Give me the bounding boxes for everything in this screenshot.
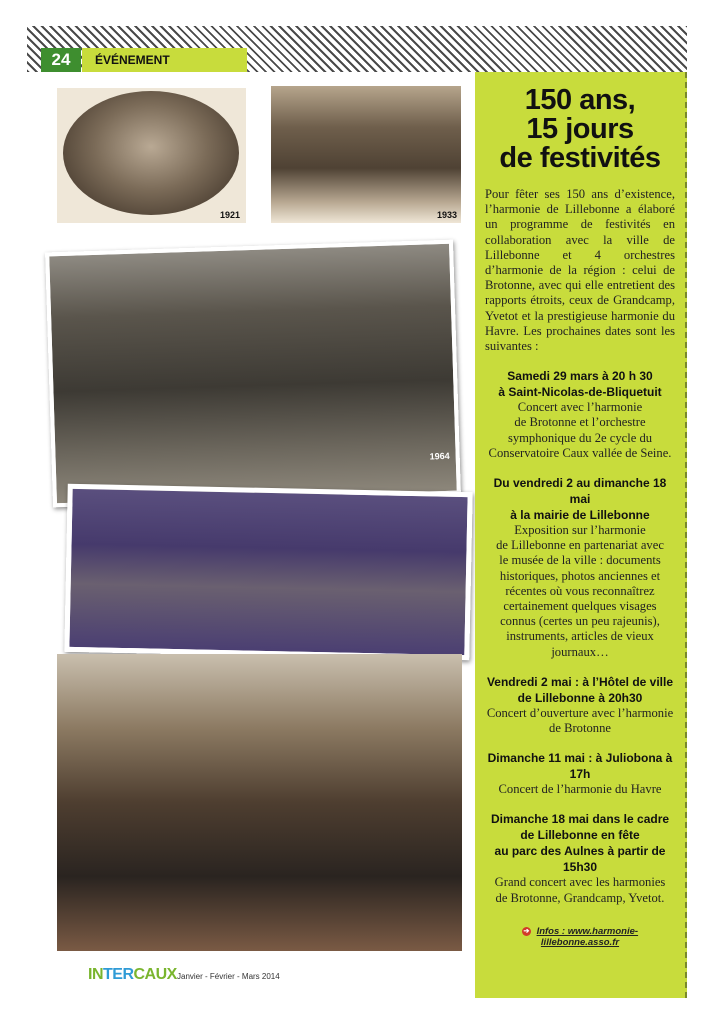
section-label: ÉVÉNEMENT — [82, 48, 247, 72]
intercaux-logo — [88, 966, 177, 984]
event-title-line: Vendredi 2 mai : à l’Hôtel de ville — [486, 674, 674, 689]
event-description-line: de Brotonne, Grandcamp, Yvetot. — [495, 890, 665, 905]
headline — [485, 86, 675, 173]
event-item — [485, 674, 675, 736]
arrow-right-icon: ➔ — [523, 927, 530, 935]
logo-text-part: TER — [103, 966, 134, 983]
event-description-line: instruments, articles de vieux — [506, 629, 654, 644]
photo-1933-band-portrait — [271, 86, 461, 223]
page-number: 24 — [41, 48, 81, 72]
event-description-line: Grand concert avec les harmonies — [494, 875, 666, 890]
event-description-line: certainement quelques visages — [503, 599, 657, 614]
event-item — [485, 475, 675, 660]
event-title-line: de Lillebonne à 20h30 — [517, 690, 643, 705]
event-title-line: de Lillebonne en fête — [520, 828, 640, 843]
headline-line: de festivités — [499, 142, 661, 174]
info-link-row — [485, 926, 675, 948]
intro-paragraph: Pour fêter ses 150 ans d’existence, l’harmonie de Lillebonne a élaboré un programme de festivités en collaboration avec la ville de Lillebonne et 4 orchestres d’harmonie de la région : celui de Brotonne, avec qui elle entretient des rapports étroits, ceux de Grandcamp, Yvetot et la prestigieuse harmonie du Havre. Les prochaines dates sont les suivantes : — [485, 187, 675, 354]
event-item — [485, 811, 675, 905]
logo-text-part: CAUX — [133, 966, 177, 983]
event-title-line: Dimanche 18 mai dans le cadre — [490, 812, 670, 827]
event-title — [485, 750, 675, 782]
festivities-sidebar — [475, 72, 687, 998]
photo-1921-band-portrait — [57, 88, 246, 223]
issue-date: Janvier - Février - Mars 2014 — [177, 972, 280, 981]
event-description-line: Concert avec l’harmonie — [517, 400, 643, 415]
info-link[interactable]: Infos : www.harmonie-lillebonne.asso.fr — [536, 925, 639, 948]
event-title-line: Dimanche 11 mai : à Juliobona à 17h — [487, 751, 673, 782]
event-title — [485, 475, 675, 523]
event-description-line: le musée de la ville : documents — [499, 553, 661, 568]
photo-concert-in-church — [57, 654, 462, 951]
event-title — [485, 368, 675, 400]
photo-year-label: 1964 — [429, 450, 450, 462]
headline-line: 150 ans, — [524, 84, 636, 116]
event-title — [485, 674, 675, 706]
event-title-line: au parc des Aulnes à partir de 15h30 — [494, 844, 666, 875]
event-description — [485, 706, 675, 736]
event-title-line: Du vendredi 2 au dimanche 18 mai — [493, 476, 667, 507]
logo-text-part: IN — [88, 966, 103, 983]
event-description-line: de Brotonne — [549, 721, 611, 736]
event-description-line: Concert de l’harmonie du Havre — [498, 782, 662, 797]
event-title-line: à Saint-Nicolas-de-Bliquetuit — [498, 385, 662, 400]
event-description-line: Concert d’ouverture avec l’harmonie — [486, 705, 674, 720]
photo-year-label: 1921 — [219, 210, 240, 220]
event-description-line: symphonique du 2e cycle du — [507, 430, 653, 445]
headline-line: 15 jours — [526, 113, 634, 145]
event-item — [485, 368, 675, 461]
event-description-line: journaux… — [551, 644, 609, 659]
event-title — [485, 811, 675, 875]
photo-year-label: 1933 — [436, 210, 457, 220]
event-description — [485, 523, 675, 660]
event-title-line: à la mairie de Lillebonne — [510, 508, 650, 523]
event-description — [485, 400, 675, 461]
photo-marching-band-color — [64, 484, 472, 660]
event-description-line: de Brotonne et l’orchestre — [514, 415, 646, 430]
event-description-line: récentes où vous reconnaîtrez — [505, 583, 655, 598]
event-description — [485, 875, 675, 905]
event-description — [485, 782, 675, 797]
event-item — [485, 750, 675, 797]
event-title-line: Samedi 29 mars à 20 h 30 — [507, 369, 653, 384]
event-description-line: Exposition sur l’harmonie — [514, 523, 646, 538]
event-description-line: Conservatoire Caux vallée de Seine. — [488, 445, 672, 460]
event-description-line: historiques, photos anciennes et — [499, 568, 661, 583]
photo-1921-oval-frame — [63, 91, 239, 215]
photo-1964-band-portrait — [45, 240, 461, 508]
event-description-line: de Lillebonne en partenariat avec — [496, 538, 664, 553]
event-description-line: connus (certes un peu rajeunis), — [500, 614, 660, 629]
